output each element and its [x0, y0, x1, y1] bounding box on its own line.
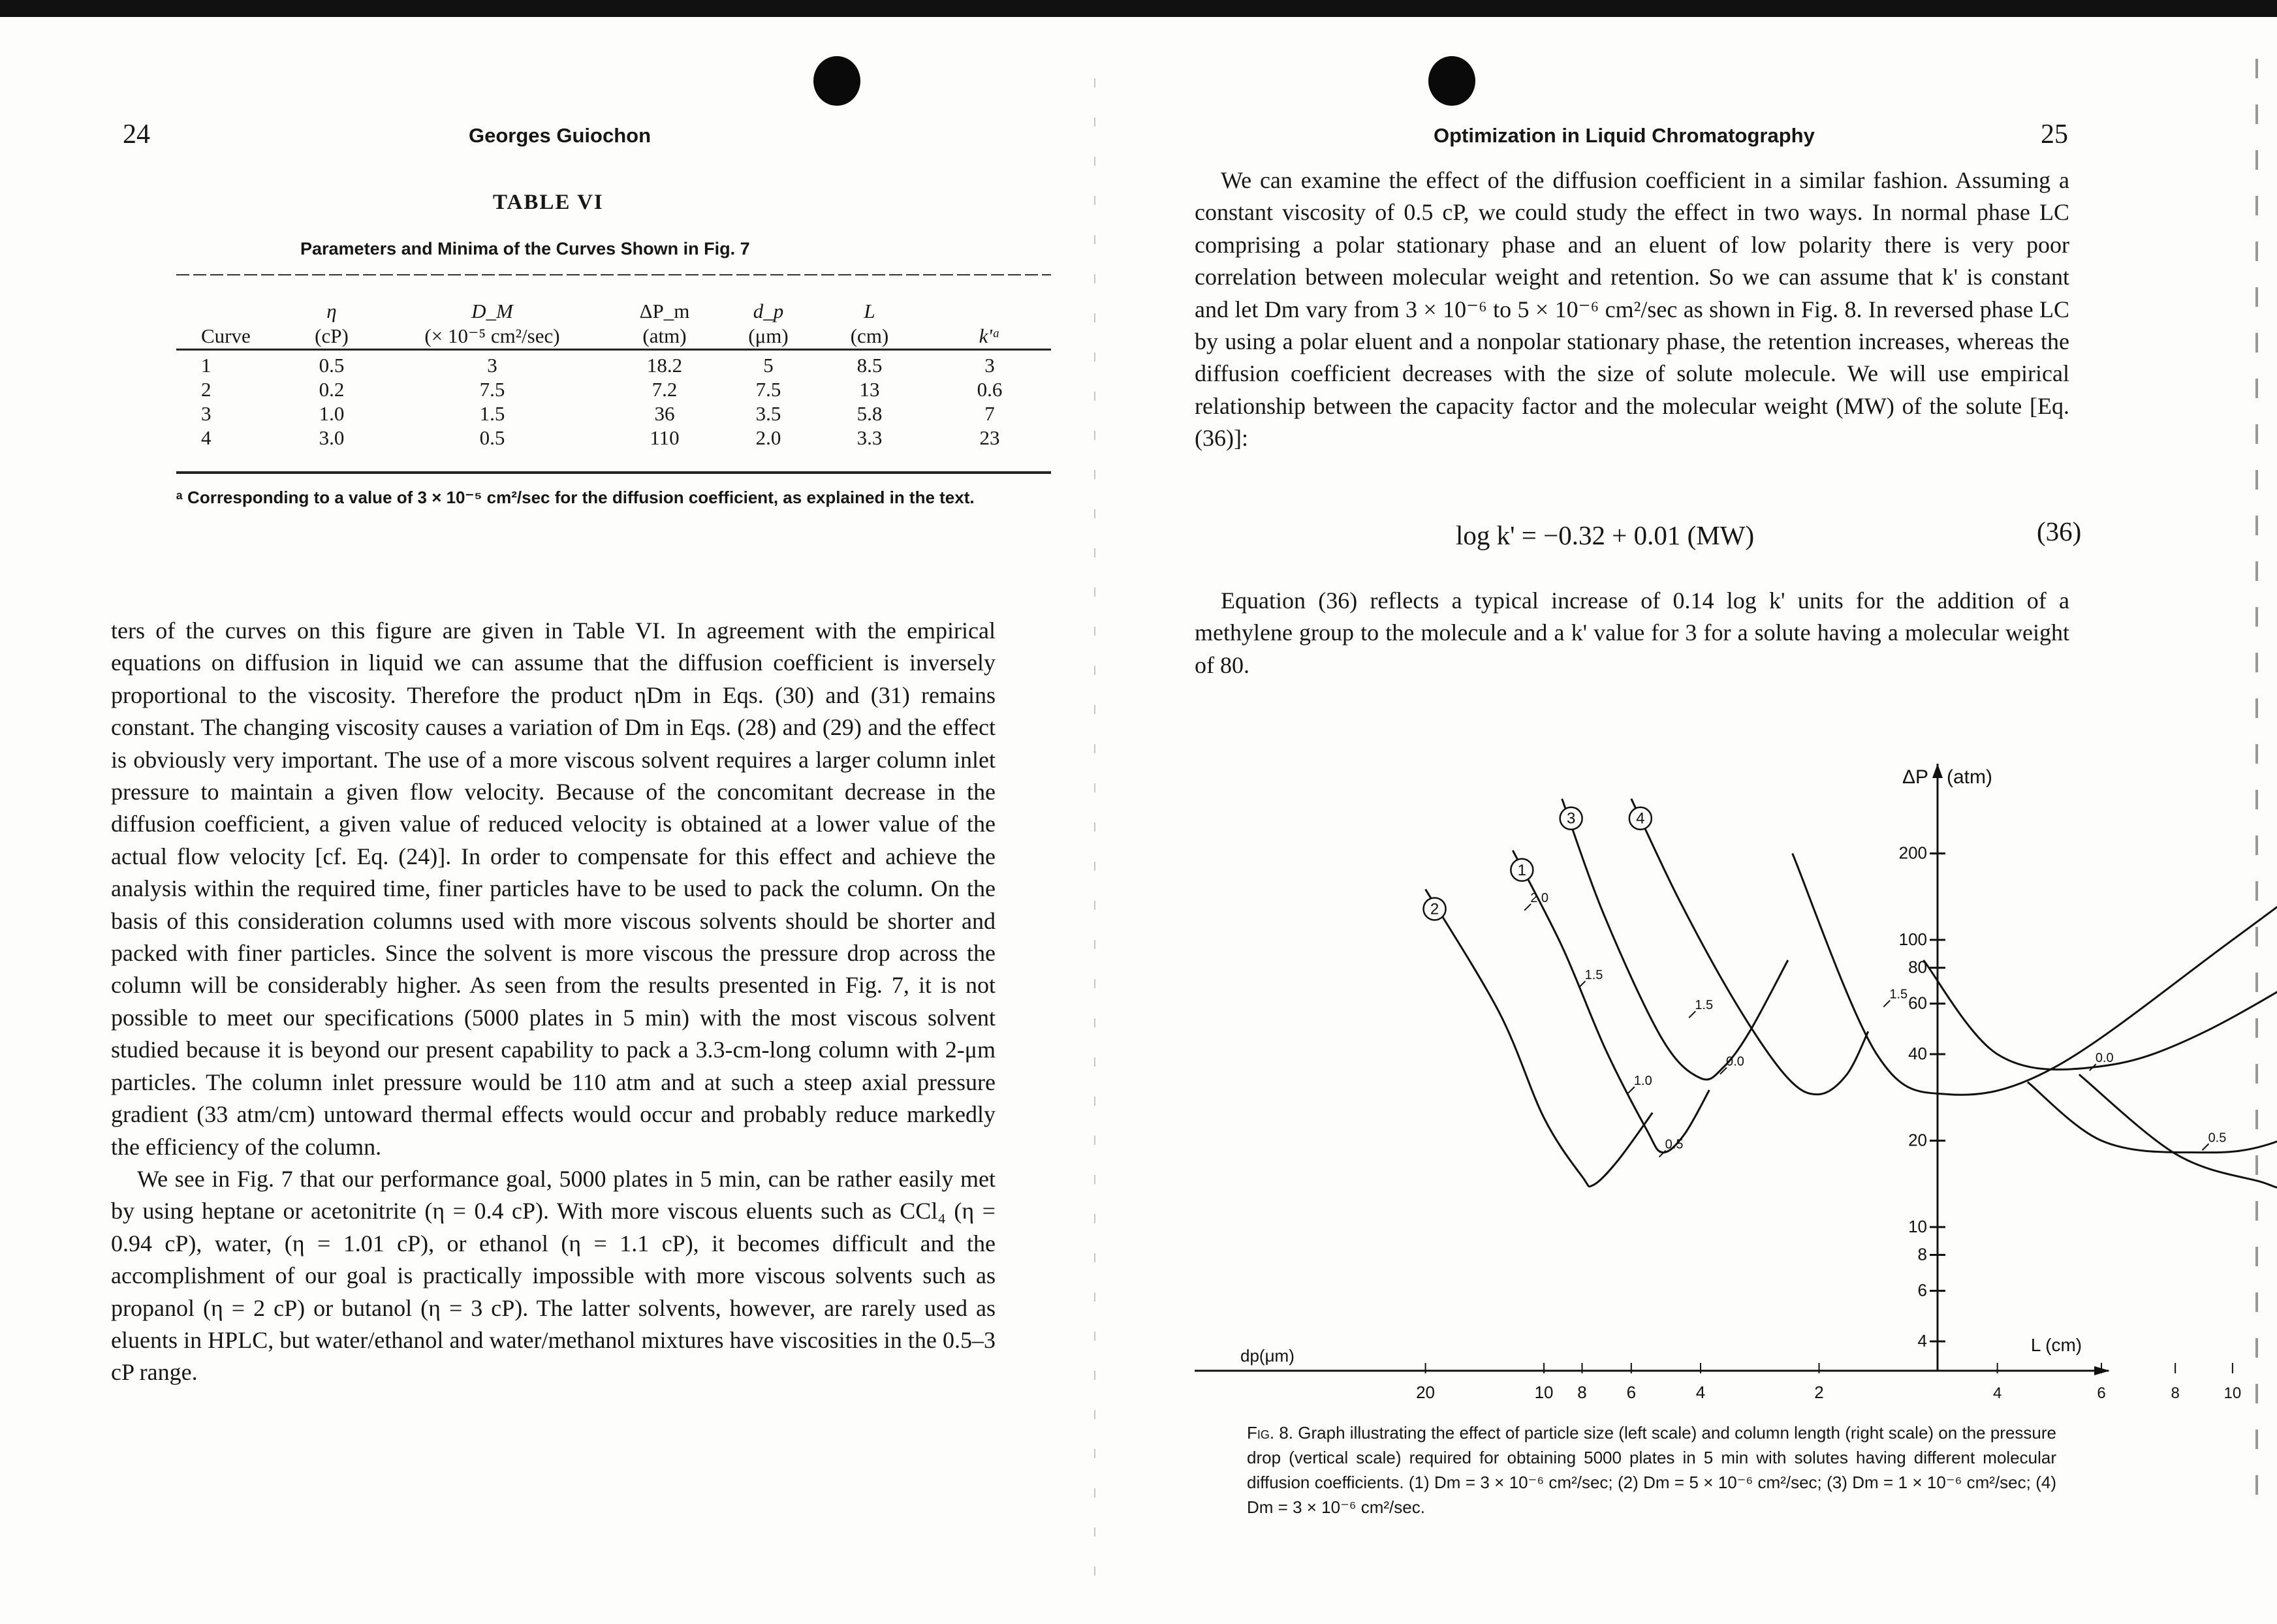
y-axis-unit: (atm) — [1947, 766, 1992, 788]
left-x-tick-label: 4 — [1695, 1382, 1706, 1402]
table-row: 1 0.5 3 18.2 5 8.5 3 — [201, 353, 995, 377]
table-row: 2 0.2 7.5 7.2 7.5 13 0.6 — [201, 377, 1003, 401]
table-title: TABLE VI — [493, 191, 604, 214]
curve-label-left-4: 4 — [1636, 809, 1645, 828]
curve-right-2 — [2079, 898, 2277, 1189]
header-pressure: ΔP_m (atm) — [639, 300, 690, 347]
right-page — [1195, 0, 2242, 1624]
curve-right-4 — [1793, 807, 2277, 1095]
y-tick-label: 80 — [1908, 957, 1927, 977]
table-bottom-rule — [176, 471, 1051, 474]
curve-annotation: 2.0 — [1530, 890, 1549, 905]
curve-label-left-2: 2 — [1430, 900, 1439, 918]
header-viscosity: η (cP) — [315, 300, 349, 347]
curve-label-left-3: 3 — [1566, 809, 1576, 828]
curve-left-4 — [1631, 799, 1868, 1095]
y-tick-label: 40 — [1908, 1044, 1927, 1064]
right-x-tick-label: 8 — [2171, 1384, 2180, 1402]
header-capacity-factor: k'ᵃ — [979, 324, 1001, 347]
right-x-tick-label: 10 — [2223, 1384, 2242, 1402]
left-x-axis-label: dp(μm) — [1240, 1346, 1295, 1366]
left-x-tick-label: 2 — [1814, 1382, 1824, 1402]
paragraph: We can examine the effect of the diffusion coefficient in a similar fashion. Assuming a constant viscosity of 0.5 cP, we could study the effect in two ways. In normal phase LC comprising a polar stationary phase and an eluent of low polarity there is very poor correlation between molecular weight and retention. So we can assume that k' is constant and let Dm vary from 3 × 10⁻⁶ to 5 × 10⁻⁶ cm²/sec as shown in Fig. 8. In reversed phase LC by using a polar eluent and a nonpolar stationary phase, the retention increases, whereas the diffusion coefficient decreases with the size of solute molecule. We will use empirical relationship between the capacity factor and the molecular weight (MW) of the solute [Eq. (36)]: — [1195, 167, 2069, 452]
figure-caption-lead: Fig. 8. — [1247, 1423, 1294, 1443]
curve-right-3 — [1924, 807, 2277, 1070]
table-header-row — [176, 282, 1051, 350]
book-gutter — [1094, 78, 1095, 1593]
page-number-right: 25 — [2041, 119, 2068, 149]
curve-label-left-1: 1 — [1517, 861, 1527, 879]
y-tick-label: 20 — [1908, 1130, 1927, 1150]
curve-annotation: 0.5 — [2208, 1131, 2227, 1146]
left-body-text — [111, 615, 996, 1389]
y-tick-label: 6 — [1917, 1280, 1927, 1300]
table-row: 4 3.0 0.5 110 2.0 3.3 23 — [201, 426, 1000, 449]
header-diffusion: D_M (× 10⁻⁵ cm²/sec) — [424, 300, 560, 347]
running-head-right: Optimization in Liquid Chromatography — [1434, 124, 1815, 147]
paragraph: Equation (36) reflects a typical increase of 0.14 log k' units for the addition of a methylene group to the molecule and a k' value for 3 for a solute having a molecular weight of 80. — [1195, 587, 2069, 678]
equation-36: log k' = −0.32 + 0.01 (MW) — [1456, 520, 1755, 550]
y-tick-label: 8 — [1917, 1244, 1927, 1264]
table-footnote: ᵃ Corresponding to a value of 3 × 10⁻⁵ cm²/sec for the diffusion coefficient, as explained in the text. — [176, 488, 975, 507]
header-particle-size: d_p (μm) — [748, 300, 789, 347]
y-tick-label: 10 — [1908, 1216, 1927, 1236]
left-x-tick-label: 10 — [1534, 1382, 1554, 1402]
right-x-axis-label: L (cm) — [2030, 1335, 2082, 1355]
y-tick-label: 4 — [1917, 1331, 1927, 1351]
page-number-left: 24 — [123, 119, 150, 149]
curve-annotation: 1.5 — [1889, 987, 1908, 1002]
curve-right-1 — [2028, 839, 2277, 1153]
right-x-tick-label: 6 — [2097, 1384, 2106, 1402]
scan-right-edge — [2255, 59, 2258, 1495]
left-page — [111, 0, 1012, 1624]
curve-annotation: 0.0 — [1726, 1054, 1744, 1069]
running-head-left: Georges Guiochon — [469, 124, 652, 147]
figure-caption-text: Graph illustrating the effect of particle size (left scale) and column length (right scale) on the pressure drop (vertical scale) required for obtaining 5000 plates in 5 min with solutes having different molecular diffusion coefficients. (1) Dm = 3 × 10⁻⁶ cm²/sec; (2) Dm = 5 × 10⁻⁶ cm²/sec; (3) Dm = 1 × 10⁻⁶ cm²/sec; (4) Dm = 3 × 10⁻⁶ cm²/sec. — [1247, 1423, 2057, 1517]
curve-left-3 — [1562, 799, 1788, 1080]
parameters-table — [176, 282, 1051, 450]
curve-annotation: 1.5 — [1584, 968, 1603, 983]
right-body-text — [1195, 164, 2069, 455]
right-x-tick-label: 4 — [1992, 1384, 2002, 1402]
y-tick-label: 100 — [1898, 929, 1927, 949]
left-x-tick-label: 20 — [1416, 1382, 1436, 1402]
paragraph: ters of the curves on this figure are given in Table VI. In agreement with the empirical equations on diffusion in liquid we can assume that the diffusion coefficient is inversely proportional to the viscosity. Therefore the product ηDm in Eqs. (30) and (31) remains constant. The changing viscosity causes a variation of Dm in Eqs. (28) and (29) and the effect is obviously very important. The use of a more viscous solvent requires a larger column inlet pressure to maintain a given flow velocity. Because of the concomitant decrease in the diffusion coefficient, a given value of reduced velocity is obtained at a lower value of the actual flow velocity [cf. Eq. (24)]. In order to compensate for this effect and achieve the analysis within the required time, finer particles have to be used to pack the column. On the basis of this consideration columns used with more viscous solvents should be shorter and packed with finer particles. Since the solvent is more viscous the pressure drop across the column will be considerably higher. As seen from the results presented in Fig. 7, it is not possible to meet our specifications (5000 plates in 5 min) with the most viscous solvent studied because it is beyond our present capability to pack a 3.3-cm-long column with 2-μm particles. The column inlet pressure would be 110 atm and at such a steep axial pressure gradient (33 atm/cm) untoward thermal effects would occur and probably reduce markedly the efficiency of the column. — [111, 617, 996, 1160]
left-x-tick-label: 8 — [1577, 1382, 1587, 1402]
header-length: L (cm) — [850, 300, 889, 347]
curve-annotation: 0.5 — [1665, 1137, 1684, 1152]
curve-annotation: 1.5 — [1695, 998, 1714, 1013]
curve-annotation: 0.0 — [2095, 1051, 2114, 1066]
header-curve: Curve — [201, 324, 251, 347]
right-body-text-2 — [1195, 585, 2069, 681]
figure-caption — [1247, 1420, 2056, 1520]
paragraph: We see in Fig. 7 that our performance goal, 5000 plates in 5 min, can be rather easily met by using heptane or acetonitrite (η = 0.4 cP). With more viscous eluents such as CCl₄ (η = 0.94 cP), water, (η = 1.01 cP), or ethanol (η = 1.1 cP), it becomes difficult and the accomplishment of our goal is practically impossible with more viscous solvents such as propanol (η = 2 cP) or butanol (η = 3 cP). The latter solvents, however, are rarely used as eluents in HPLC, but water/ethanol and water/methanol mixtures have viscosities in the 0.5–3 cP range. — [111, 1165, 996, 1386]
equation-number: (36) — [2037, 516, 2082, 546]
figure-8-chart — [1188, 738, 2242, 1410]
curve-left-2 — [1426, 889, 1653, 1186]
left-x-tick-label: 6 — [1626, 1382, 1637, 1402]
y-tick-label: 60 — [1908, 993, 1927, 1013]
table-top-rule — [176, 274, 1051, 275]
curve-annotation: 1.0 — [1633, 1073, 1652, 1088]
table-row: 3 1.0 1.5 36 3.5 5.8 7 — [201, 401, 995, 425]
y-tick-label: 200 — [1898, 843, 1927, 863]
y-axis-label: ΔP — [1902, 766, 1928, 788]
y-axis-arrow — [1932, 764, 1943, 778]
table-caption: Parameters and Minima of the Curves Shown in Fig. 7 — [300, 239, 750, 258]
